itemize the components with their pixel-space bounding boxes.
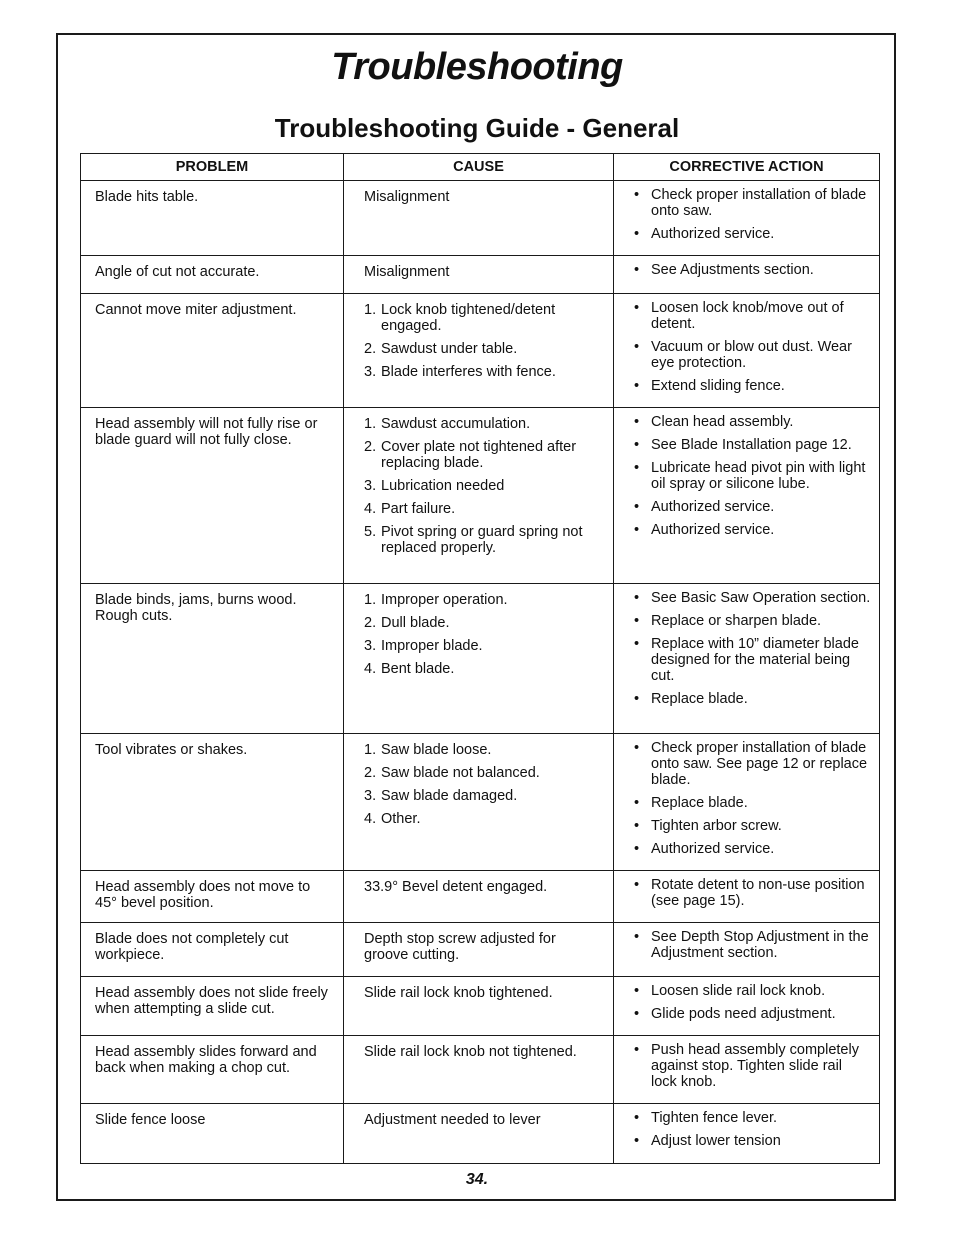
cause-number: 2.	[364, 341, 377, 357]
action-item	[634, 522, 871, 538]
action-text: Clean head assembly.	[651, 414, 794, 430]
cause-item	[364, 879, 603, 895]
cause-item	[364, 364, 603, 380]
table-row	[81, 1104, 880, 1164]
action-text: Authorized service.	[651, 522, 775, 538]
action-text: Check proper installation of blade onto saw.	[651, 187, 867, 219]
cause-item	[364, 638, 603, 654]
cause-number: 4.	[364, 811, 377, 827]
action-item	[634, 300, 871, 332]
cause-item	[364, 189, 603, 205]
bullet-icon: •	[634, 691, 640, 707]
cause-text: 33.9° Bevel detent engaged.	[364, 879, 548, 895]
cause-text: Saw blade loose.	[381, 742, 492, 758]
cause-cell	[344, 294, 614, 408]
table-row	[81, 871, 880, 923]
action-item	[634, 740, 871, 788]
bullet-icon: •	[634, 1042, 640, 1058]
cause-cell	[344, 181, 614, 256]
action-item	[634, 818, 871, 834]
page-number: 34.	[465, 1171, 489, 1188]
cause-number: 4.	[364, 661, 377, 677]
cause-text: Adjustment needed to lever	[364, 1112, 541, 1128]
cause-item	[364, 811, 603, 827]
action-item	[634, 460, 871, 492]
corrective-action-cell	[614, 1036, 880, 1104]
cause-item	[364, 931, 603, 963]
action-text: Push head assembly completely against stop. Tighten slide rail lock knob.	[651, 1042, 859, 1090]
action-item	[634, 691, 871, 707]
action-text: Tighten arbor screw.	[651, 818, 782, 834]
action-text: See Blade Installation page 12.	[651, 437, 852, 453]
bullet-icon: •	[634, 1110, 640, 1126]
cause-cell	[344, 734, 614, 871]
problem-cell: Blade does not completely cut workpiece.	[81, 923, 344, 977]
action-item	[634, 1042, 871, 1090]
action-item	[634, 636, 871, 684]
cause-text: Blade interferes with fence.	[381, 364, 556, 380]
bullet-icon: •	[634, 1006, 640, 1022]
cause-item	[364, 264, 603, 280]
action-item	[634, 877, 871, 909]
bullet-icon: •	[634, 262, 640, 278]
cause-cell	[344, 584, 614, 734]
bullet-icon: •	[634, 378, 640, 394]
bullet-icon: •	[634, 877, 640, 893]
cause-number: 3.	[364, 788, 377, 804]
action-item	[634, 983, 871, 999]
action-item	[634, 187, 871, 219]
bullet-icon: •	[634, 740, 640, 756]
action-text: Replace with 10” diameter blade designed for the material being cut.	[651, 636, 859, 684]
action-text: Rotate detent to non-use position (see page 15).	[651, 877, 865, 909]
cause-text: Improper operation.	[381, 592, 508, 608]
table-row	[81, 256, 880, 294]
bullet-icon: •	[634, 460, 640, 476]
action-item	[634, 1133, 871, 1149]
action-item	[634, 929, 871, 961]
cause-item	[364, 985, 603, 1001]
action-text: See Depth Stop Adjustment in the Adjustment section.	[651, 929, 869, 961]
bullet-icon: •	[634, 983, 640, 999]
problem-cell: Blade hits table.	[81, 181, 344, 256]
cause-item	[364, 416, 603, 432]
bullet-icon: •	[634, 613, 640, 629]
action-text: Authorized service.	[651, 841, 775, 857]
action-text: Loosen slide rail lock knob.	[651, 983, 826, 999]
action-text: Replace or sharpen blade.	[651, 613, 822, 629]
cause-text: Slide rail lock knob not tightened.	[364, 1044, 577, 1060]
table-row	[81, 1036, 880, 1104]
bullet-icon: •	[634, 590, 640, 606]
cause-text: Pivot spring or guard spring not replaced properly.	[381, 524, 583, 556]
cause-number: 1.	[364, 302, 377, 318]
corrective-action-cell	[614, 408, 880, 584]
action-text: Adjust lower tension	[651, 1133, 781, 1149]
cause-text: Saw blade damaged.	[381, 788, 518, 804]
problem-cell: Head assembly does not slide freely when attempting a slide cut.	[81, 977, 344, 1036]
problem-cell: Blade binds, jams, burns wood. Rough cuts.	[81, 584, 344, 734]
cause-item	[364, 765, 603, 781]
action-text: Glide pods need adjustment.	[651, 1006, 836, 1022]
bullet-icon: •	[634, 437, 640, 453]
cause-number: 3.	[364, 478, 377, 494]
cause-text: Sawdust under table.	[381, 341, 518, 357]
cause-number: 3.	[364, 364, 377, 380]
table-row	[81, 408, 880, 584]
bullet-icon: •	[634, 226, 640, 242]
table-row	[81, 294, 880, 408]
action-item	[634, 613, 871, 629]
table-row	[81, 181, 880, 256]
action-item	[634, 414, 871, 430]
action-text: Extend sliding fence.	[651, 378, 785, 394]
cause-text: Sawdust accumulation.	[381, 416, 531, 432]
cause-text: Saw blade not balanced.	[381, 765, 540, 781]
bullet-icon: •	[634, 300, 640, 316]
bullet-icon: •	[634, 187, 640, 203]
cause-number: 2.	[364, 765, 377, 781]
bullet-icon: •	[634, 795, 640, 811]
cause-text: Improper blade.	[381, 638, 483, 654]
action-text: Replace blade.	[651, 795, 748, 811]
corrective-action-header: CORRECTIVE ACTION	[614, 154, 880, 181]
corrective-action-cell	[614, 1104, 880, 1164]
cause-text: Misalignment	[364, 189, 450, 205]
table-row	[81, 584, 880, 734]
bullet-icon: •	[634, 1133, 640, 1149]
action-text: Vacuum or blow out dust. Wear eye protection.	[651, 339, 852, 371]
bullet-icon: •	[634, 522, 640, 538]
cause-number: 3.	[364, 638, 377, 654]
action-text: Loosen lock knob/move out of detent.	[651, 300, 844, 332]
guide-subtitle: Troubleshooting Guide - General	[274, 113, 680, 143]
action-text: Replace blade.	[651, 691, 748, 707]
cause-text: Depth stop screw adjusted for groove cutting.	[364, 931, 556, 963]
cause-number: 1.	[364, 592, 377, 608]
cause-number: 2.	[364, 439, 377, 455]
problem-cell: Tool vibrates or shakes.	[81, 734, 344, 871]
corrective-action-cell	[614, 923, 880, 977]
action-text: See Adjustments section.	[651, 262, 814, 278]
cause-item	[364, 501, 603, 517]
corrective-action-cell	[614, 977, 880, 1036]
cause-item	[364, 788, 603, 804]
cause-item	[364, 478, 603, 494]
corrective-action-cell	[614, 294, 880, 408]
cause-cell	[344, 871, 614, 923]
page-title: Troubleshooting	[331, 46, 623, 88]
action-item	[634, 590, 871, 606]
problem-cell: Angle of cut not accurate.	[81, 256, 344, 294]
action-text: Tighten fence lever.	[651, 1110, 778, 1126]
cause-text: Bent blade.	[381, 661, 455, 677]
cause-text: Misalignment	[364, 264, 450, 280]
cause-header: CAUSE	[344, 154, 614, 181]
cause-cell	[344, 256, 614, 294]
action-item	[634, 437, 871, 453]
table-header-row	[81, 154, 880, 181]
cause-cell	[344, 1036, 614, 1104]
cause-text: Part failure.	[381, 501, 456, 517]
cause-cell	[344, 923, 614, 977]
problem-cell: Head assembly does not move to 45° bevel position.	[81, 871, 344, 923]
action-item	[634, 226, 871, 242]
cause-text: Slide rail lock knob tightened.	[364, 985, 553, 1001]
corrective-action-cell	[614, 871, 880, 923]
cause-cell	[344, 1104, 614, 1164]
problem-cell: Slide fence loose	[81, 1104, 344, 1164]
problem-header: PROBLEM	[81, 154, 344, 181]
problem-cell: Head assembly slides forward and back when making a chop cut.	[81, 1036, 344, 1104]
table-row	[81, 923, 880, 977]
cause-number: 5.	[364, 524, 377, 540]
action-item	[634, 339, 871, 371]
action-item	[634, 378, 871, 394]
cause-item	[364, 615, 603, 631]
corrective-action-cell	[614, 734, 880, 871]
action-item	[634, 841, 871, 857]
table-row	[81, 977, 880, 1036]
action-text: Authorized service.	[651, 499, 775, 515]
cause-text: Dull blade.	[381, 615, 450, 631]
action-item	[634, 499, 871, 515]
cause-text: Lubrication needed	[381, 478, 505, 494]
bullet-icon: •	[634, 929, 640, 945]
action-text: See Basic Saw Operation section.	[651, 590, 871, 606]
cause-item	[364, 592, 603, 608]
cause-cell	[344, 408, 614, 584]
cause-item	[364, 1112, 603, 1128]
action-text: Authorized service.	[651, 226, 775, 242]
bullet-icon: •	[634, 818, 640, 834]
cause-text: Lock knob tightened/detent engaged.	[381, 302, 556, 334]
bullet-icon: •	[634, 841, 640, 857]
problem-cell: Head assembly will not fully rise or blade guard will not fully close.	[81, 408, 344, 584]
cause-item	[364, 661, 603, 677]
action-item	[634, 262, 871, 278]
troubleshooting-table	[80, 153, 880, 1164]
bullet-icon: •	[634, 499, 640, 515]
corrective-action-cell	[614, 256, 880, 294]
corrective-action-cell	[614, 584, 880, 734]
bullet-icon: •	[634, 339, 640, 355]
cause-cell	[344, 977, 614, 1036]
cause-number: 1.	[364, 416, 377, 432]
action-item	[634, 1110, 871, 1126]
problem-cell: Cannot move miter adjustment.	[81, 294, 344, 408]
action-text: Check proper installation of blade onto saw. See page 12 or replace blade.	[651, 740, 868, 788]
cause-item	[364, 742, 603, 758]
cause-item	[364, 1044, 603, 1060]
action-item	[634, 1006, 871, 1022]
cause-text: Cover plate not tightened after replacing blade.	[381, 439, 577, 471]
bullet-icon: •	[634, 636, 640, 652]
cause-number: 4.	[364, 501, 377, 517]
cause-number: 2.	[364, 615, 377, 631]
cause-item	[364, 302, 603, 334]
cause-number: 1.	[364, 742, 377, 758]
table-row	[81, 734, 880, 871]
cause-item	[364, 439, 603, 471]
cause-item	[364, 524, 603, 556]
corrective-action-cell	[614, 181, 880, 256]
cause-text: Other.	[381, 811, 421, 827]
bullet-icon: •	[634, 414, 640, 430]
action-item	[634, 795, 871, 811]
cause-item	[364, 341, 603, 357]
action-text: Lubricate head pivot pin with light oil spray or silicone lube.	[651, 460, 866, 492]
